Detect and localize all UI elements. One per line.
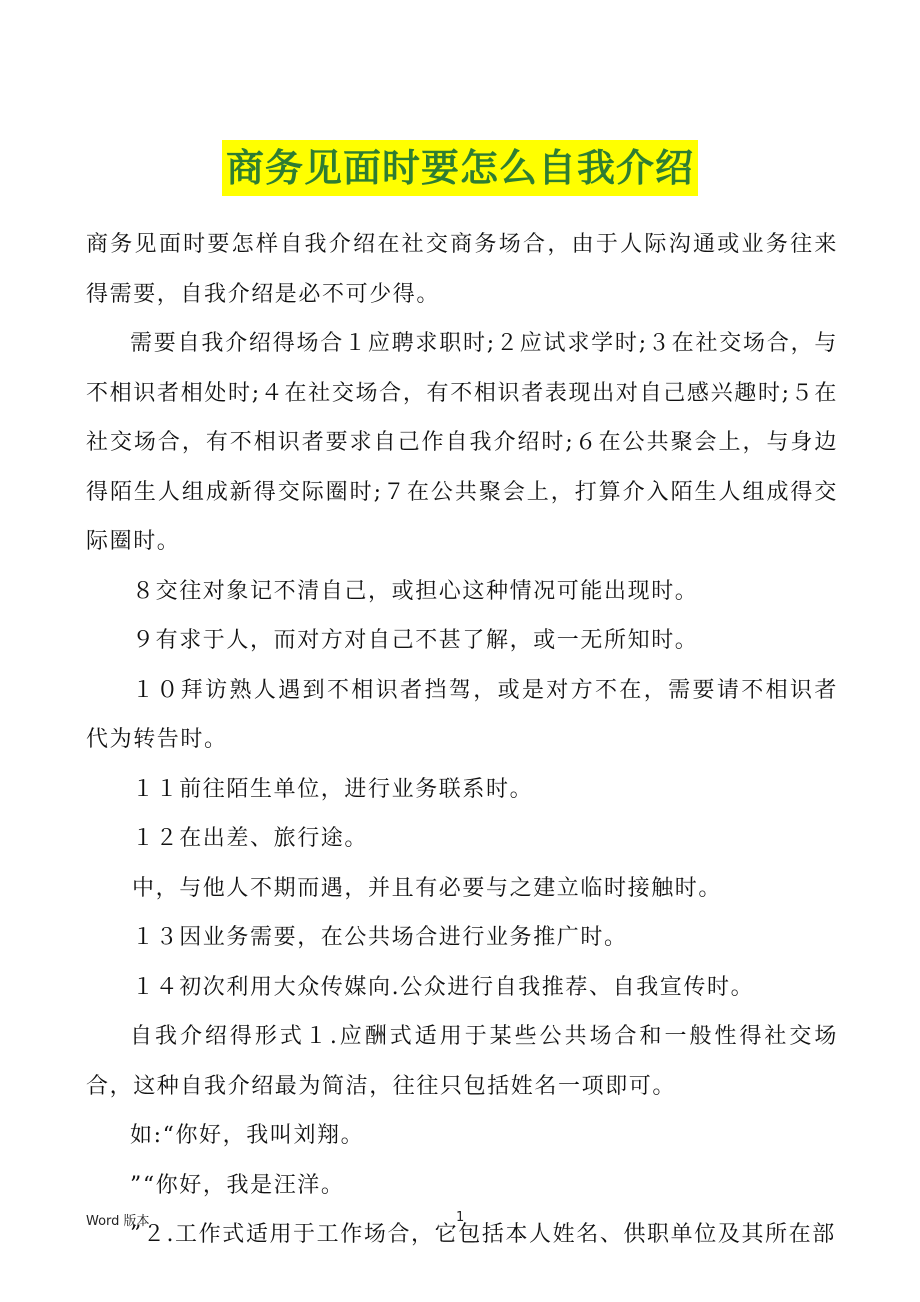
- paragraph: １１前往陌生单位，进行业务联系时。: [132, 776, 534, 802]
- paragraph: １３因业务需要，在公共场合进行业务推广时。: [132, 925, 628, 950]
- paragraph: 中，与他人不期而遇，并且有必要与之建立临时接触时。: [132, 875, 723, 901]
- paragraph: １４初次利用大众传媒向.公众进行自我推荐、自我宣传时。: [132, 974, 755, 1000]
- paragraph: 如:“你好，我叫刘翔。: [130, 1123, 365, 1148]
- title-container: [0, 140, 920, 196]
- page-number: 1: [456, 1210, 465, 1225]
- paragraph: １０拜访熟人遇到不相识者挡驾，或是对方不在，需要请不相识者代为转告时。: [86, 677, 838, 752]
- paragraph: ９有求于人，而对方对自己不甚了解，或一无所知时。: [132, 628, 699, 653]
- paragraph: 商务见面时要怎样自我介绍在社交商务场合，由于人际沟通或业务往来得需要，自我介绍是必不可少得。: [86, 232, 838, 307]
- paragraph: 需要自我介绍得场合１应聘求职时;２应试求学时;３在社交场合，与不相识者相处时;４在社交场合，有不相识者表现出对自己感兴趣时;５在社交场合，有不相识者要求自己作自我介绍时;６在公共聚会上，与身边得陌生人组成新得交际圈时;７在公共聚会上，打算介入陌生人组成得交际圈时。: [86, 331, 838, 554]
- document-body: [86, 220, 838, 1260]
- paragraph: ８交往对象记不清自己，或担心这种情况可能出现时。: [132, 578, 699, 604]
- paragraph: ”２.工作式适用于工作场合，它包括本人姓名、供职单位及其所在部: [130, 1222, 836, 1247]
- paragraph: ”“你好，我是汪洋。: [130, 1172, 345, 1198]
- paragraph: １２在出差、旅行途。: [132, 826, 369, 851]
- document-title: 商务见面时要怎么自我介绍: [222, 140, 698, 196]
- paragraph: 自我介绍得形式１.应酬式适用于某些公共场合和一般性得社交场合，这种自我介绍最为简洁，往往只包括姓名一项即可。: [86, 1024, 838, 1099]
- footer-label: Word 版本: [86, 1214, 150, 1229]
